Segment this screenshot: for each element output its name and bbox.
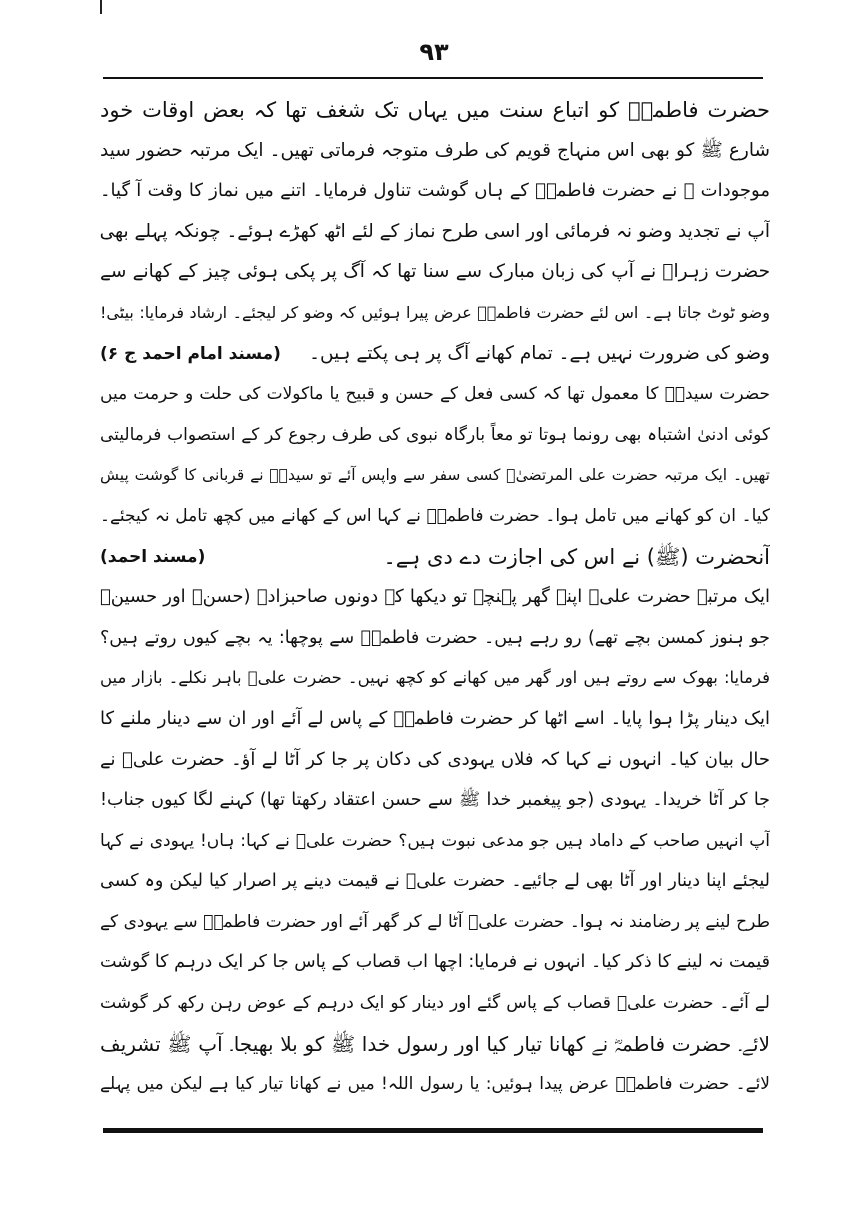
line-text: حضرت فاطمہؓ کو اتباع سنت میں یہاں تک شغف تھا کہ بعض اوقات خود — [100, 98, 770, 122]
line-text: حال بیان کیا۔ انہوں نے کہا کہ فلاں یہودی کی دکان پر جا کر آٹا لے آؤ۔ حضرت علیؓ نے — [100, 748, 770, 770]
line-text: لے آئے۔ حضرت علیؓ قصاب کے پاس گئے اور دینار کو ایک درہم کے عوض رہن رکھ کر گوشت — [100, 993, 770, 1014]
text-line — [100, 171, 770, 212]
line-text: حضرت زہراؓ نے آپ کی زبان مبارک سے سنا تھا کہ آگ پر پکی ہوئی چیز کے کھانے سے — [100, 261, 770, 283]
text-line — [100, 821, 770, 862]
text-line — [100, 942, 770, 983]
scan-edge-mark — [100, 0, 102, 14]
text-line — [100, 577, 770, 618]
text-line — [100, 252, 770, 293]
line-text: وضو کی ضرورت نہیں ہے۔ تمام کھانے آگ پر ہی پکتے ہیں۔ — [309, 342, 770, 364]
line-text: لائے۔ حضرت فاطمہؓ نے کھانا تیار کیا اور رسول خدا ﷺ کو بلا بھیجا۔ آپ ﷺ تشریف — [100, 1031, 770, 1056]
text-line — [100, 1064, 770, 1105]
text-line — [100, 740, 770, 781]
text-line — [100, 699, 770, 740]
body-text — [100, 90, 770, 1105]
line-text: جا کر آٹا خریدا۔ یہودی (جو پیغمبر خدا ﷺ سے حسن اعتقاد رکھتا تھا) کہنے لگا کیوں جناب! — [100, 790, 770, 811]
text-line — [100, 902, 770, 943]
text-line — [100, 334, 770, 375]
line-text: وضو ٹوٹ جاتا ہے۔ اس لئے حضرت فاطمہؓ عرض پیرا ہوئیں کہ وضو کر لیجئے۔ ارشاد فرمایا: بیٹی! — [100, 302, 770, 322]
line-text: تھیں۔ ایک مرتبہ حضرت علی المرتضیٰؓ کسی سفر سے واپس آئے تو سیدہؓ نے قربانی کا گوشت پیش — [100, 466, 770, 485]
line-text: قیمت نہ لینے کا ذکر کیا۔ انہوں نے فرمایا: اچھا اب قصاب کے پاس جا کر ایک درہم کا گوشت — [100, 952, 770, 973]
text-line — [100, 983, 770, 1024]
line-text: کوئی ادنیٰ اشتباہ بھی رونما ہوتا تو معاً بارگاہ نبوی کی طرف رجوع کر کے استصواب فرمالیتی — [100, 424, 770, 445]
text-line — [100, 1024, 770, 1065]
line-text: لیجئے اپنا دینار اور آٹا بھی لے جائیے۔ حضرت علیؓ نے قیمت دینے پر اصرار کیا لیکن وہ کسی — [100, 871, 770, 892]
line-text: ایک مرتبہ حضرت علیؓ اپنے گھر پہنچے تو دیکھا کہ دونوں صاحبزادے (حسنؓ اور حسینؓ — [100, 586, 770, 608]
line-text: جو ہنوز کمسن بچے تھے) رو رہے ہیں۔ حضرت فاطمہؓ سے پوچھا: یہ بچے کیوں روتے ہیں؟ — [100, 627, 770, 648]
line-text: حضرت سیدہؓ کا معمول تھا کہ کسی فعل کے حسن و قبیح یا ماکولات کی حلت و حرمت میں — [100, 384, 770, 405]
text-line — [100, 496, 770, 537]
citation-reference: (مسند امام احمد ج ۶) — [100, 343, 281, 364]
citation-reference: (مسند احمد) — [100, 546, 206, 567]
line-text: ایک دینار پڑا ہوا پایا۔ اسے اٹھا کر حضرت فاطمہؓ کے پاس لے آئے اور ان سے دینار ملنے کا — [100, 707, 770, 729]
header-rule — [103, 77, 763, 79]
text-line — [100, 90, 770, 131]
text-line — [100, 415, 770, 456]
text-line — [100, 212, 770, 253]
line-text: آنحضرت (ﷺ) نے اس کی اجازت دے دی ہے۔ — [383, 544, 770, 569]
line-text: شارع ﷺ کو بھی اس منہاج قویم کی طرف متوجہ فرماتی تھیں۔ ایک مرتبہ حضور سید — [100, 139, 770, 161]
line-text: آپ نے تجدید وضو نہ فرمائی اور اسی طرح نماز کے لئے اٹھ کھڑے ہوئے۔ چونکہ پہلے بھی — [100, 220, 770, 242]
text-line — [100, 455, 770, 496]
text-line — [100, 537, 770, 578]
text-line — [100, 780, 770, 821]
text-line — [100, 861, 770, 902]
text-line — [100, 131, 770, 172]
page-number: ۹۳ — [419, 38, 449, 66]
text-line — [100, 618, 770, 659]
text-line — [100, 658, 770, 699]
line-text: فرمایا: بھوک سے روتے ہیں اور گھر میں کھانے کو کچھ نہیں۔ حضرت علیؓ باہر نکلے۔ بازار میں — [100, 668, 770, 688]
line-text: کیا۔ ان کو کھانے میں تامل ہوا۔ حضرت فاطمہؓ نے کہا اس کے کھانے میں کچھ تامل نہ کیجئے۔ — [100, 505, 770, 526]
line-text: طرح لینے پر رضامند نہ ہوا۔ حضرت علیؓ آٹا لے کر گھر آئے اور حضرت فاطمہؓ سے یہودی کے — [100, 911, 770, 932]
line-text: آپ انہیں صاحب کے داماد ہیں جو مدعی نبوت ہیں؟ حضرت علیؓ نے کہا: ہاں! یہودی نے کہا — [100, 830, 770, 851]
text-line — [100, 293, 770, 334]
line-text: لائے۔ حضرت فاطمہؓ عرض پیدا ہوئیں: یا رسول اللہ! میں نے کھانا تیار کیا ہے لیکن میں پہلے — [100, 1074, 770, 1095]
text-line — [100, 374, 770, 415]
footer-rule — [103, 1128, 763, 1133]
line-text: موجودات ﷺ نے حضرت فاطمہؓ کے ہاں گوشت تناول فرمایا۔ اتنے میں نماز کا وقت آ گیا۔ — [100, 180, 770, 202]
